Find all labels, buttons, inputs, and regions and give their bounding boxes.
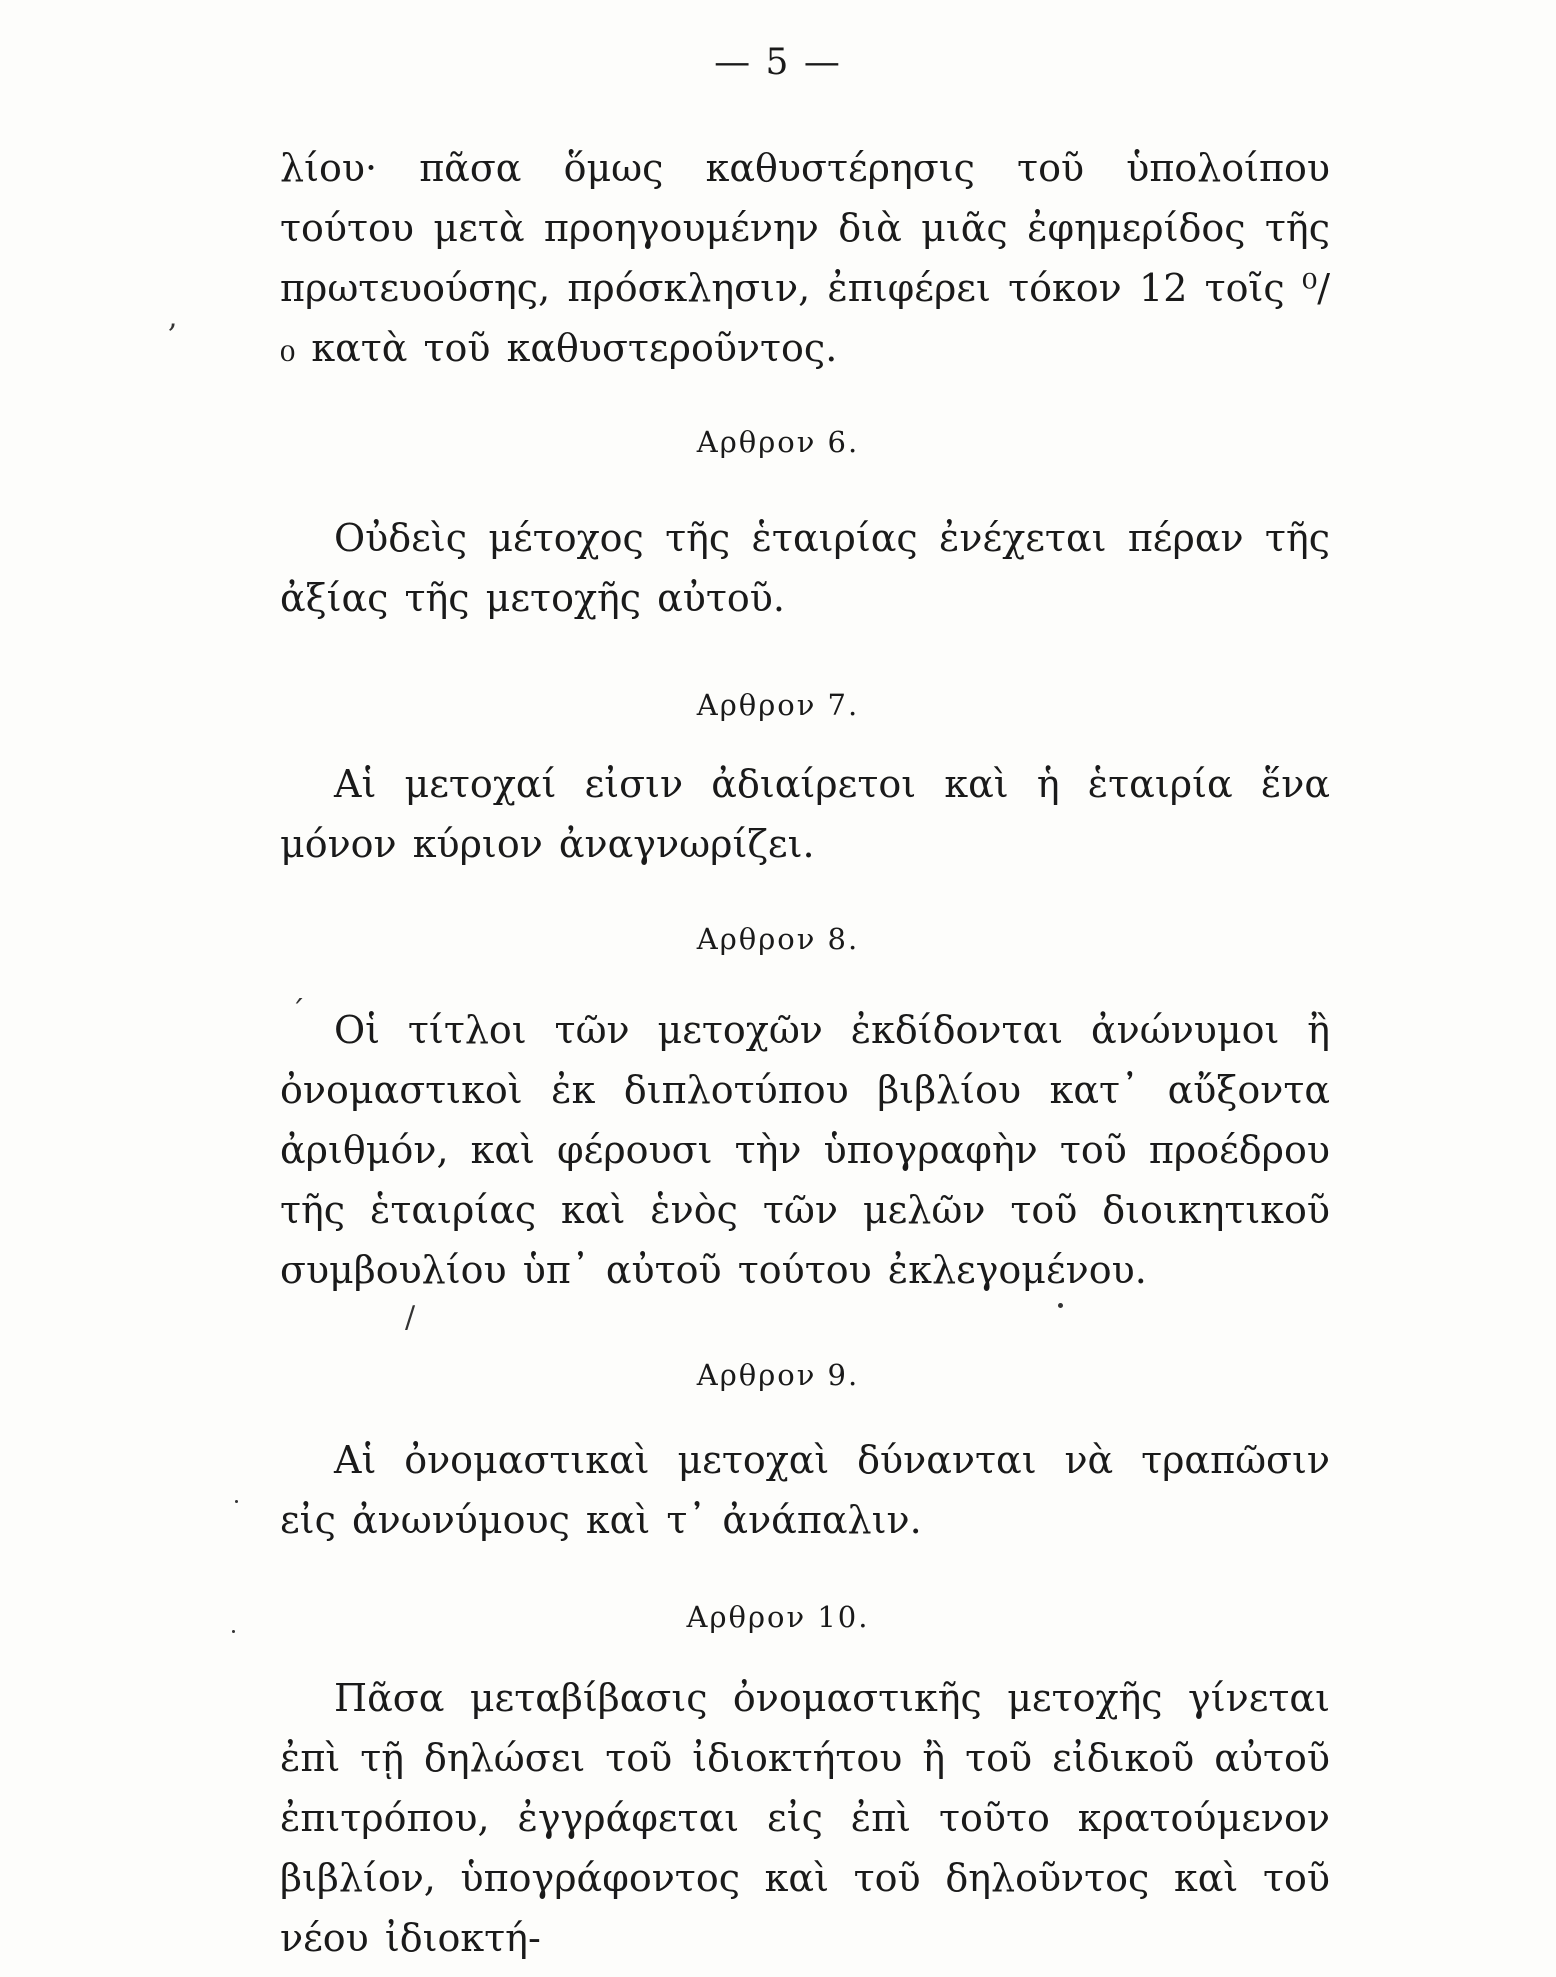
paragraph-continuation: λίου· πᾶσα ὅμως καθυστέρησις τοῦ ὑπολοίπου τούτου μετὰ προηγουμένην διὰ μιᾶς ἐφημερίδος τῆς πρωτευούσης, πρόσκλησιν, ἐπιφέρει τόκον 12 τοῖς ⁰/₀ κατὰ τοῦ καθυστεροῦντος.	[280, 146, 1330, 370]
article-heading-9: Αρθρον 9.	[696, 1358, 860, 1392]
ink-speck: /	[405, 1300, 416, 1335]
article-7-text: Αἱ μετοχαί εἰσιν ἀδιαίρετοι καὶ ἡ ἑταιρία ἕνα μόνον κύριον ἀναγνωρίζει.	[280, 762, 1330, 866]
ink-speck	[232, 1630, 235, 1633]
article-10-text: Πᾶσα μεταβίβασις ὀνομαστικῆς μετοχῆς γίνεται ἐπὶ τῇ δηλώσει τοῦ ἰδιοκτήτου ἢ τοῦ εἰδικοῦ αὐτοῦ ἐπιτρόπου, ἐγγράφεται εἰς ἐπὶ τοῦτο κρατούμενον βιβλίον, ὑπογράφοντος καὶ τοῦ δηλοῦντος καὶ τοῦ νέου ἰδιοκτή-	[280, 1676, 1330, 1960]
article-heading-8: Αρθρον 8.	[696, 922, 860, 956]
ink-speck: ,	[168, 300, 178, 335]
article-8-text: Οἱ τίτλοι τῶν μετοχῶν ἐκδίδονται ἀνώνυμοι ἢ ὀνομαστικοὶ ἐκ διπλοτύπου βιβλίου κατ᾽ αὔξοντα ἀριθμόν, καὶ φέρουσι τὴν ὑπογραφὴν τοῦ προέδρου τῆς ἑταιρίας καὶ ἑνὸς τῶν μελῶν τοῦ διοικητικοῦ συμβουλίου ὑπ᾽ αὐτοῦ τούτου ἐκλεγομένου.	[280, 1008, 1330, 1292]
article-heading-6: Αρθρον 6.	[696, 425, 860, 459]
ink-speck	[1058, 1303, 1063, 1308]
page-number: — 5 —	[714, 42, 842, 83]
ink-speck	[235, 1500, 238, 1503]
ink-speck: ´	[290, 995, 305, 1030]
article-heading-7: Αρθρον 7.	[696, 688, 860, 722]
article-6-text: Οὐδεὶς μέτοχος τῆς ἑταιρίας ἐνέχεται πέραν τῆς ἀξίας τῆς μετοχῆς αὐτοῦ.	[280, 516, 1330, 620]
article-heading-10: Αρθρον 10.	[686, 1600, 870, 1634]
article-9-text: Αἱ ὀνομαστικαὶ μετοχαὶ δύνανται νὰ τραπῶσιν εἰς ἀνωνύμους καὶ τ᾽ ἀνάπαλιν.	[280, 1438, 1330, 1542]
